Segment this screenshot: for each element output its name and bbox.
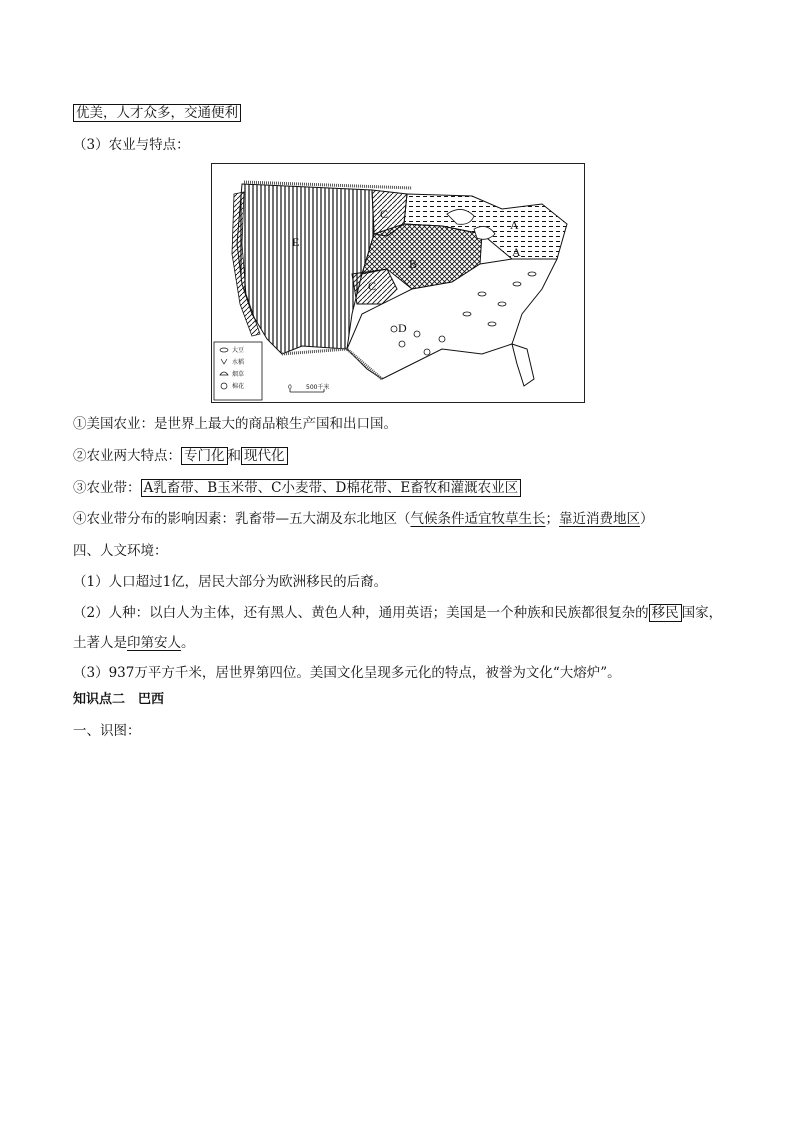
map-label-b: B (409, 257, 418, 271)
section-4-p1: （1）人口超过1亿，居民大部分为欧洲移民的后裔。 (73, 574, 388, 590)
item-4-sep: ； (545, 511, 559, 527)
intro-boxed-text: 优美，人才众多，交通便利 (73, 104, 241, 122)
section-4-title: 四、人文环境： (73, 543, 168, 559)
section-4-p2 (73, 604, 722, 622)
item-4-factor-1: 气候条件适宜牧草生长 (410, 511, 546, 527)
section-4-p2-c2: 。 (181, 635, 195, 651)
agri-heading: （3）农业与特点： (73, 137, 190, 153)
section-4-p2-immigrant: 移民 (649, 604, 682, 622)
section-4-p2-c1: 土著人是 (73, 635, 127, 651)
us-agriculture-map (211, 163, 585, 403)
item-4-factor-2: 靠近消费地区 (559, 511, 640, 527)
legend-tobacco: 烟草 (232, 371, 245, 378)
intro-line (73, 104, 241, 122)
map-legend (214, 342, 262, 400)
item-4-suffix: ） (640, 511, 654, 527)
legend-soybean: 大豆 (232, 347, 245, 354)
knowledge-2-sub: 一、识图： (73, 723, 141, 739)
map-label-c-upper: C (380, 207, 389, 221)
section-4-p2-b: 国家， (681, 605, 723, 621)
item-3-belts: A乳畜带、B玉米带、C小麦带、D棉花带、E畜牧和灌溉农业区 (141, 479, 522, 497)
section-4-p2-a: （2）人种：以白人为主体，还有黑人、黄色人种，通用英语；美国是一个种族和民族都很复杂的 (73, 605, 649, 621)
item-2-specialization: 专门化 (181, 447, 228, 465)
section-4-p2-cont (73, 634, 195, 652)
map-label-c-lower: C (368, 279, 377, 293)
item-3-prefix: ③农业带： (73, 480, 141, 496)
map-label-e: E (292, 235, 300, 249)
map-label-d: D (398, 321, 407, 335)
legend-rice: 水稻 (232, 359, 245, 366)
item-2-modernization: 现代化 (241, 447, 288, 465)
item-2-mid: 和 (227, 448, 241, 464)
section-4-p2-indigenous: 印第安人 (127, 635, 181, 651)
section-4-p3: （3）937万平方千米，居世界第四位。美国文化呈现多元化的特点，被誉为文化“大熔炉”。 (73, 665, 621, 681)
knowledge-2-title: 知识点二 巴西 (73, 692, 165, 707)
scale-zero: 0 (288, 384, 292, 391)
legend-cotton: 棉花 (232, 383, 245, 390)
item-2 (73, 447, 288, 465)
map-scale-bar (288, 383, 329, 392)
item-3 (73, 479, 521, 497)
item-2-prefix: ②农业两大特点： (73, 448, 181, 464)
item-4-prefix: ④农业带分布的影响因素：乳畜带—五大湖及东北地区（ (73, 511, 411, 527)
map-label-a: A (510, 218, 519, 232)
item-4 (73, 510, 654, 528)
florida-shape (512, 344, 534, 386)
map-label-a-2: A (512, 245, 521, 259)
scale-label: 500千米 (306, 384, 330, 391)
item-1: ①美国农业：是世界上最大的商品粮生产国和出口国。 (73, 416, 397, 432)
